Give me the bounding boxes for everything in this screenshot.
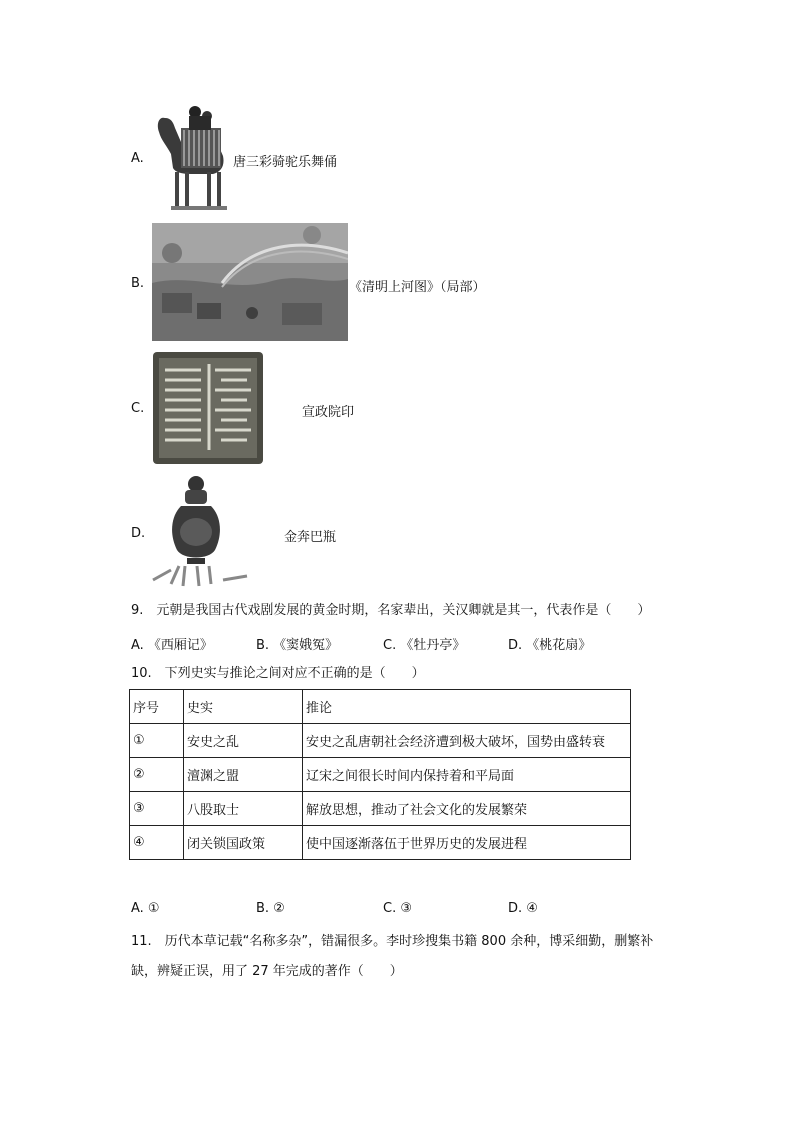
option-d-caption: 金奔巴瓶 <box>284 530 337 545</box>
option-a-caption: 唐三彩骑驼乐舞俑 <box>233 155 338 170</box>
table-header-cell: 推论 <box>303 690 631 724</box>
option-c-letter: C. <box>131 401 145 416</box>
question-9-stem: 9. 元朝是我国古代戏剧发展的黄金时期，名家辈出，关汉卿就是其一，代表作是（ ） <box>131 603 651 618</box>
option-b-caption: 《清明上河图》（局部） <box>349 280 486 295</box>
question-9-options <box>131 634 651 654</box>
option-d-letter: D. <box>131 526 146 541</box>
table-header-row <box>130 690 631 724</box>
table-cell: 八股取士 <box>184 792 303 826</box>
question-11-stem-line2: 缺，辨疑正误，用了 27 年完成的著作（ ） <box>131 964 403 979</box>
q10-option-a[interactable]: A. ① <box>131 901 160 916</box>
q10-option-b[interactable]: B. ② <box>256 901 285 916</box>
table-header-cell: 序号 <box>130 690 184 724</box>
table-row <box>130 792 631 826</box>
seal-image <box>151 350 265 466</box>
table-cell: ④ <box>130 826 184 860</box>
camel-figurine-image <box>151 98 233 214</box>
option-c-caption: 宣政院印 <box>302 405 355 420</box>
table-cell: 闭关锁国政策 <box>184 826 303 860</box>
q10-option-d[interactable]: D. ④ <box>508 901 538 916</box>
option-b-letter: B. <box>131 276 145 291</box>
table-row <box>130 724 631 758</box>
table-row <box>130 758 631 792</box>
question-10-options <box>131 901 651 921</box>
table-cell: 澶渊之盟 <box>184 758 303 792</box>
table-cell: 解放思想，推动了社会文化的发展繁荣 <box>303 792 631 826</box>
table-cell: 辽宋之间很长时间内保持着和平局面 <box>303 758 631 792</box>
question-11-stem-line1: 11. 历代本草记载“名称多杂”，错漏很多。李时珍搜集书籍 800 余种，博采细勤，删繁补 <box>131 934 654 949</box>
question-10-table <box>129 689 631 860</box>
q9-option-b[interactable]: B. 《窦娥冤》 <box>256 638 339 653</box>
q9-option-a[interactable]: A. 《西厢记》 <box>131 638 213 653</box>
table-cell: ① <box>130 724 184 758</box>
painting-image <box>152 223 348 341</box>
table-cell: ② <box>130 758 184 792</box>
q9-option-c[interactable]: C. 《牡丹亭》 <box>383 638 466 653</box>
table-header-cell: 史实 <box>184 690 303 724</box>
question-10-stem: 10. 下列史实与推论之间对应不正确的是（ ） <box>131 666 425 681</box>
golden-urn-image <box>151 472 249 590</box>
q10-option-c[interactable]: C. ③ <box>383 901 412 916</box>
table-cell: ③ <box>130 792 184 826</box>
option-a-letter: A. <box>131 151 144 166</box>
table-cell: 使中国逐渐落伍于世界历史的发展进程 <box>303 826 631 860</box>
q9-option-d[interactable]: D. 《桃花扇》 <box>508 638 592 653</box>
table-cell: 安史之乱 <box>184 724 303 758</box>
table-row <box>130 826 631 860</box>
table-cell: 安史之乱唐朝社会经济遭到极大破坏，国势由盛转衰 <box>303 724 631 758</box>
